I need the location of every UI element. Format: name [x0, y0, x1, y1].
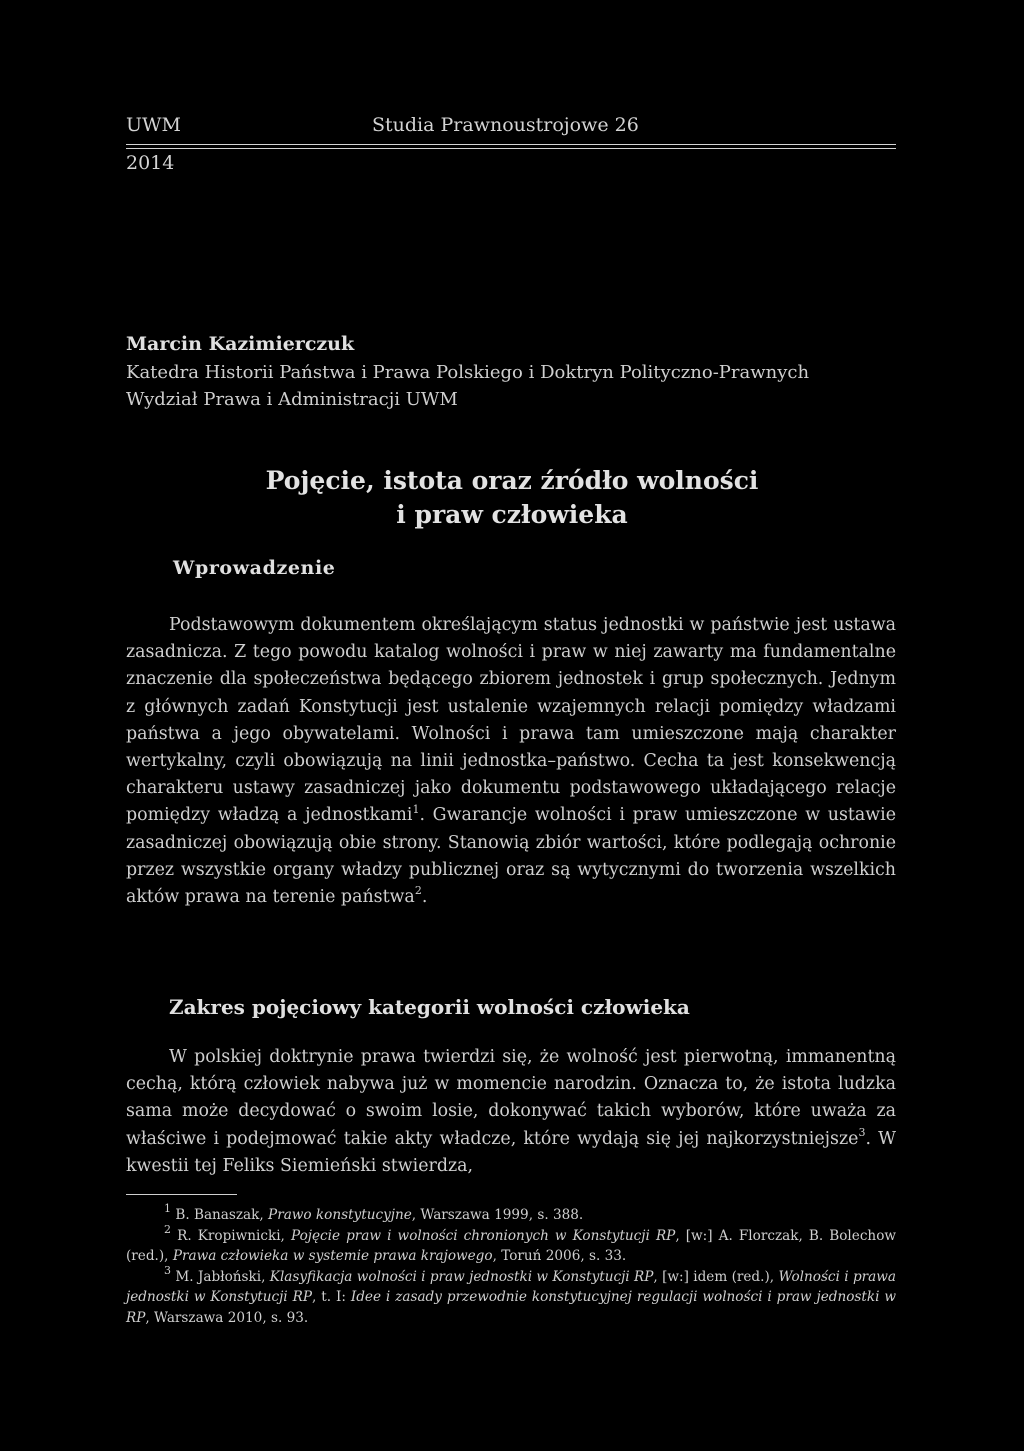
header-rule-top: [126, 144, 896, 145]
footnotes: [126, 1202, 897, 1329]
intro-text-part-3: .: [421, 887, 428, 908]
article-title-line-2: i praw człowieka: [396, 500, 628, 529]
footnote-1-title: Prawo konstytucyjne: [268, 1207, 412, 1223]
intro-text-part-2: . Gwarancje wolności i praw umieszczone w ustawie zasadniczej obowiązują obie strony. Stanowią zbiór wartości, które podlegają ochronie przez wszystkie organy władzy publicznej oraz są wytycznymi do tworzenia wszelkich aktów prawa na terenie państwa: [126, 805, 896, 908]
footnote-3-details: , Warszawa 2010, s. 93.: [145, 1309, 309, 1326]
footnote-ref-3: 3: [858, 1125, 866, 1139]
footnote-1-details: , Warszawa 1999, s. 388.: [411, 1207, 584, 1223]
footnote-ref-1: 1: [412, 802, 420, 816]
footnote-2-editors: , [w:] A. Florczak, B. Bolechow (red.),: [126, 1227, 897, 1265]
footnote-2-details: , Toruń 2006, s. 33.: [492, 1248, 627, 1265]
header-publisher: UWM: [126, 114, 181, 136]
footnote-2-author: R. Kropiwnicki,: [177, 1227, 291, 1244]
section-heading-scope: Zakres pojęciowy kategorii wolności człowieka: [169, 995, 690, 1019]
introduction-paragraph: [126, 612, 896, 911]
footnote-1-number: 1: [164, 1202, 171, 1216]
author-affiliation-faculty: Wydział Prawa i Administracji UWM: [126, 389, 458, 410]
header-rule-bottom: [126, 148, 896, 149]
footnote-2-title: Pojęcie praw i wolności chronionych w Konstytucji RP: [290, 1227, 676, 1244]
footnote-3-book-title: Wolności i prawa jednostki w Konstytucji RP: [126, 1268, 896, 1306]
scope-text-part-1: W polskiej doktrynie prawa twierdzi się, że wolność jest pierwotną, immanentną cechą, którą człowiek nabywa już w momencie narodzin. Oznacza to, że istota ludzka sama może decydować o swoim losie, dokonywać takich wyborów, które uważa za właściwe i podejmować takie akty władcze, które wydają się jej najkorzystniejsze: [126, 1047, 896, 1149]
article-title-line-1: Pojęcie, istota oraz źródło wolności: [265, 466, 759, 495]
footnote-3: [126, 1264, 896, 1329]
footnote-ref-2: 2: [414, 884, 422, 898]
footnote-2: [126, 1223, 897, 1267]
header-journal-title: Studia Prawnoustrojowe 26: [372, 114, 639, 136]
author-name: Marcin Kazimierczuk: [126, 333, 355, 355]
footnote-2-book-title: Prawa człowieka w systemie prawa krajowego: [172, 1248, 493, 1265]
footnote-3-volume-title: Idee i zasady przewodnie konstytucyjnej regulacji wolności i praw jednostki w RP: [126, 1289, 896, 1326]
scope-text-part-2: . W kwestii tej Feliks Siemieński stwierdza,: [126, 1128, 896, 1176]
footnote-3-volume: , t. I:: [311, 1289, 351, 1306]
footnote-1-author: B. Banaszak,: [175, 1207, 269, 1223]
scope-paragraph: [126, 1044, 896, 1180]
footnote-3-editors: , [w:] idem (red.),: [653, 1268, 779, 1285]
footnote-2-number: 2: [164, 1223, 171, 1237]
footnote-separator: [126, 1194, 237, 1195]
footnote-3-author: M. Jabłoński,: [175, 1268, 270, 1285]
footnote-3-number: 3: [164, 1264, 171, 1278]
footnote-3-title: Klasyfikacja wolności i praw jednostki w Konstytucji RP: [269, 1268, 654, 1285]
footnote-1: [126, 1202, 896, 1226]
article-title: [236, 464, 788, 532]
author-affiliation-department: Katedra Historii Państwa i Prawa Polskiego i Doktryn Polityczno-Prawnych: [126, 362, 810, 383]
section-heading-introduction: Wprowadzenie: [173, 557, 336, 579]
header-year: 2014: [126, 152, 175, 174]
intro-text-part-1: Podstawowym dokumentem określającym status jednostki w państwie jest ustawa zasadnicza. Z tego powodu katalog wolności i praw w niej zawarty ma fundamentalne znaczenie dla społeczeństwa będącego zbiorem jednostek i grup społecznych. Jednym z głównych zadań Konstytucji jest ustalenie wzajemnych relacji pomiędzy władzami państwa a jego obywatelami. Wolności i prawa tam umieszczone mają charakter wertykalny, czyli obowiązują na linii jednostka–państwo. Cecha ta jest konsekwencją charakteru ustawy zasadniczej jako dokumentu podstawowego układającego relacje pomiędzy władzą a jednostkami: [126, 615, 896, 826]
